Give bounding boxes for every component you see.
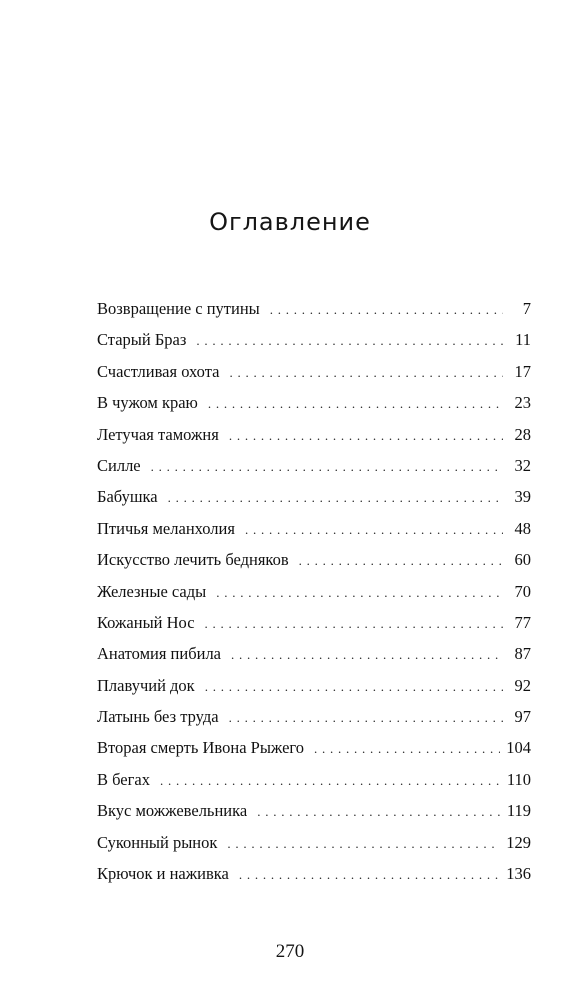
toc-entry-title: Искусство лечить бедняков [97, 550, 289, 570]
toc-entry [97, 607, 531, 638]
toc-entry-title: В бегах [97, 769, 150, 789]
toc-entry-page: 129 [506, 832, 531, 852]
toc-entry-page: 28 [514, 424, 531, 444]
toc-entry-title: Силле [97, 455, 141, 475]
toc-heading: Оглавление [209, 208, 371, 236]
toc-entry-page: 136 [506, 864, 531, 884]
toc-entry-title: Вкус можжевельника [97, 801, 248, 821]
toc-entry-page: 60 [514, 550, 531, 570]
toc-entry-title: Железные сады [97, 581, 207, 601]
toc-entry [97, 858, 531, 889]
toc-entry-title: Птичья меланхолия [97, 518, 235, 538]
toc-entry-page: 23 [514, 393, 531, 413]
toc-entry [97, 450, 531, 481]
dot-leader [227, 828, 500, 859]
dot-leader [229, 357, 503, 388]
dot-leader [151, 451, 503, 482]
dot-leader [160, 765, 501, 796]
toc-entry [97, 513, 531, 544]
toc-entry-page: 11 [515, 330, 531, 350]
toc-entry-title: В чужом краю [97, 393, 198, 413]
toc-entry [97, 324, 531, 355]
dot-leader [229, 702, 503, 733]
toc-entry-title: Крючок и наживка [97, 864, 229, 884]
toc-entry [97, 481, 531, 512]
dot-leader [245, 514, 503, 545]
toc-entry-page: 97 [514, 707, 531, 727]
toc-entry-title: Вторая смерть Ивона Рыжего [97, 738, 305, 758]
toc-entry [97, 732, 531, 763]
dot-leader [314, 733, 500, 764]
toc-entry-page: 70 [514, 581, 531, 601]
toc-entry-page: 119 [506, 801, 531, 821]
toc-entry-page: 77 [514, 612, 531, 632]
toc-entry-title: Бабушка [97, 487, 158, 507]
toc-entry-page: 110 [506, 769, 531, 789]
dot-leader [205, 608, 503, 639]
toc-entry-page: 17 [514, 361, 531, 381]
dot-leader [299, 545, 503, 576]
dot-leader [270, 294, 503, 325]
toc-entry-title: Счастливая охота [97, 361, 220, 381]
toc-entry-title: Суконный рынок [97, 832, 218, 852]
toc-entry-title: Старый Браз [97, 330, 187, 350]
toc-entry [97, 356, 531, 387]
toc-entry-title: Возвращение с путины [97, 299, 260, 318]
dot-leader [205, 671, 503, 702]
toc-entry-page: 7 [522, 299, 531, 318]
toc-entry-title: Анатомия пибила [97, 644, 221, 664]
toc-entry [97, 827, 531, 858]
toc-entry-title: Летучая таможня [97, 424, 219, 444]
toc-entry [97, 293, 531, 324]
dot-leader [239, 859, 500, 890]
toc-entry-page: 87 [514, 644, 531, 664]
toc-entry-page: 39 [514, 487, 531, 507]
toc-entry [97, 764, 531, 795]
toc-entry [97, 638, 531, 669]
toc-entry [97, 576, 531, 607]
toc-entry [97, 544, 531, 575]
toc-entry [97, 419, 531, 450]
dot-leader [229, 420, 503, 451]
toc-entry [97, 701, 531, 732]
toc-list [97, 293, 531, 889]
toc-entry-page: 92 [514, 675, 531, 695]
toc-entry-page: 104 [506, 738, 531, 758]
page-number: 270 [275, 941, 305, 962]
dot-leader [208, 388, 503, 419]
dot-leader [216, 577, 503, 608]
toc-entry [97, 795, 531, 826]
dot-leader [196, 325, 503, 356]
dot-leader [168, 482, 503, 513]
toc-entry [97, 670, 531, 701]
toc-entry-title: Плавучий док [97, 675, 195, 695]
dot-leader [257, 796, 501, 827]
toc-entry-page: 48 [514, 518, 531, 538]
dot-leader [231, 639, 503, 670]
toc-entry-title: Кожаный Нос [97, 612, 195, 632]
toc-entry-page: 32 [514, 455, 531, 475]
toc-entry [97, 387, 531, 418]
toc-entry-title: Латынь без труда [97, 707, 219, 727]
